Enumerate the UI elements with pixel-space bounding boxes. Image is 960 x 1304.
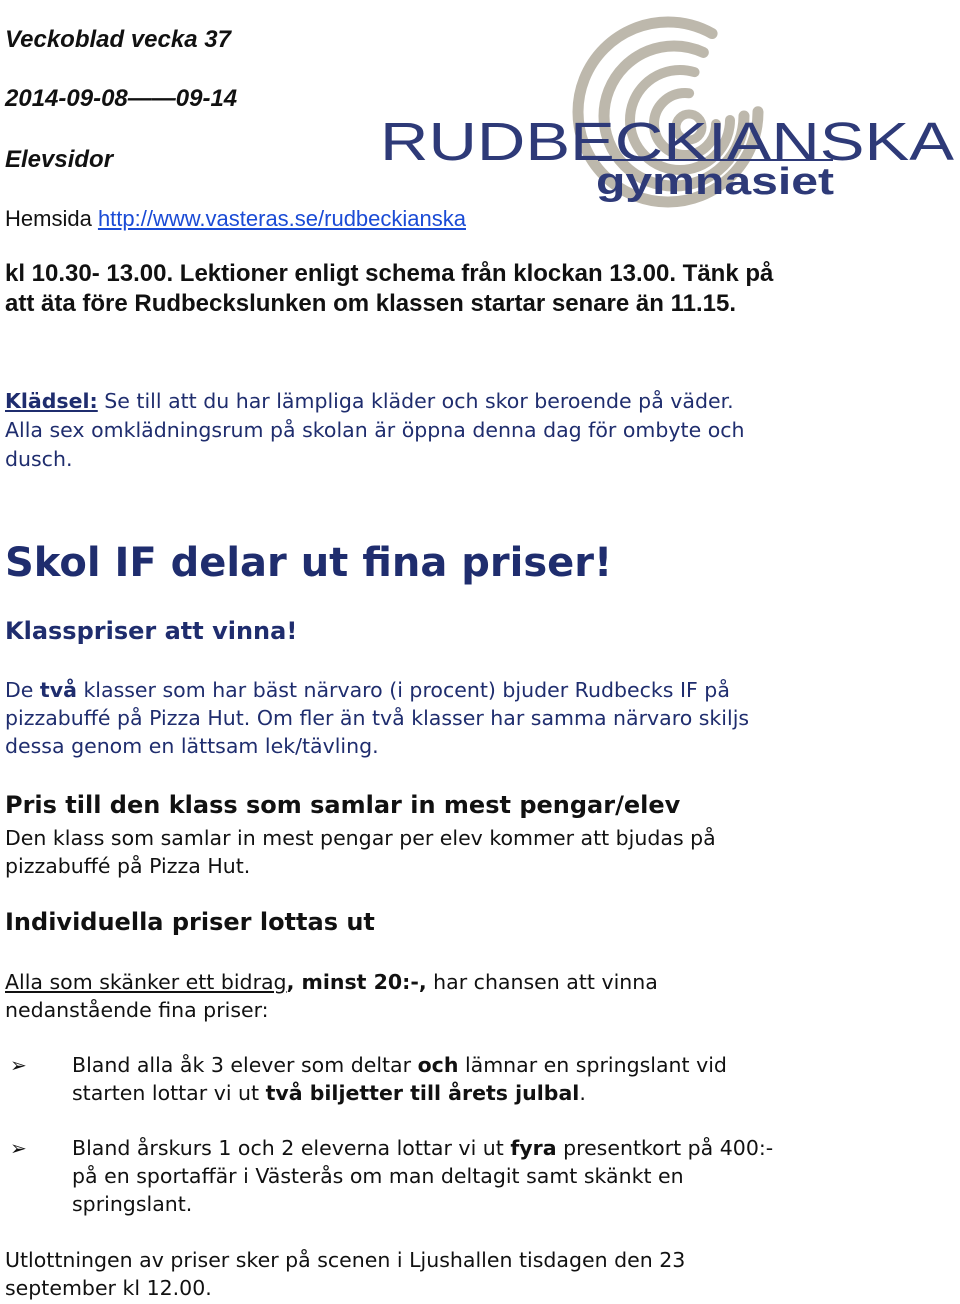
bold-text: fyra: [510, 1136, 557, 1160]
text-span: Bland årskurs 1 och 2 eleverna lottar vi ut: [72, 1136, 511, 1160]
text-span: starten lottar vi ut: [72, 1081, 266, 1105]
bold-text: och: [417, 1053, 459, 1077]
text-line: Den klass som samlar in mest pengar per elev kommer att bjudas på: [5, 826, 716, 850]
individual-prizes-intro: [5, 968, 658, 1024]
class-prizes-paragraph: [5, 676, 749, 760]
date-range: 2014-09-08——09-14: [5, 85, 238, 112]
text-line: pizzabuffé på Pizza Hut. Om fler än två klasser har samma närvaro skiljs: [5, 706, 750, 730]
text-span: .: [579, 1081, 586, 1105]
homepage-link[interactable]: http://www.vasteras.se/rudbeckianska: [97, 206, 466, 231]
schedule-text: [5, 259, 773, 319]
text-line: dessa genom en lättsam lek/tävling.: [5, 734, 379, 758]
logo-wordmark: RUDBECKIANSKA: [380, 112, 954, 172]
clothing-label: Klädsel:: [5, 389, 98, 413]
logo-subtitle: gymnasiet: [596, 161, 835, 203]
money-prize-paragraph: [5, 824, 716, 880]
text-span: De: [5, 678, 40, 702]
clothing-text: dusch.: [5, 447, 73, 471]
text-line: pizzabuffé på Pizza Hut.: [5, 854, 251, 878]
bold-text: , minst 20:-,: [286, 970, 427, 994]
text-line: på en sportaffär i Västerås om man deltagit samt skänkt en: [72, 1164, 684, 1188]
schedule-line: att äta före Rudbeckslunken om klassen startar senare än 11.15.: [5, 290, 736, 317]
text-span: har chansen att vinna: [426, 970, 658, 994]
homepage-label: Hemsida: [5, 206, 92, 231]
clothing-text: Alla sex omklädningsrum på skolan är öppna denna dag för ombyte och: [5, 418, 745, 442]
newsletter-title: Veckoblad vecka 37: [5, 26, 231, 53]
section-label: Elevsidor: [5, 146, 114, 173]
text-span: presentkort på 400:-: [556, 1136, 774, 1160]
class-prizes-heading: Klasspriser att vinna!: [5, 617, 298, 645]
clothing-paragraph: [5, 387, 745, 474]
arrow-bullet-icon: ➢: [10, 1053, 27, 1077]
arrow-bullet-icon: ➢: [10, 1136, 27, 1160]
clothing-text: Se till att du har lämpliga kläder och skor beroende på väder.: [97, 389, 734, 413]
individual-prizes-heading: Individuella priser lottas ut: [5, 908, 375, 936]
bold-text: två: [39, 678, 77, 702]
prizes-heading: Skol IF delar ut fina priser!: [5, 540, 613, 586]
underlined-text: Alla som skänker ett bidrag: [5, 970, 287, 994]
text-line: springslant.: [72, 1192, 193, 1216]
schedule-line: kl 10.30- 13.00. Lektioner enligt schema från klockan 13.00. Tänk på: [5, 260, 774, 287]
rudbeckianska-logo: [378, 0, 958, 210]
text-span: klasser som har bäst närvaro (i procent) bjuder Rudbecks IF på: [76, 678, 730, 702]
prize-draw-paragraph: [5, 1246, 685, 1302]
money-prize-heading: Pris till den klass som samlar in mest pengar/elev: [5, 791, 681, 819]
bold-text: två biljetter till årets julbal: [265, 1081, 580, 1105]
text-line: september kl 12.00.: [5, 1276, 212, 1300]
text-line: Utlottningen av priser sker på scenen i Ljushallen tisdagen den 23: [5, 1248, 686, 1272]
text-span: Bland alla åk 3 elever som deltar: [72, 1053, 418, 1077]
text-span: lämnar en springslant vid: [458, 1053, 727, 1077]
text-line: nedanstående fina priser:: [5, 998, 269, 1022]
